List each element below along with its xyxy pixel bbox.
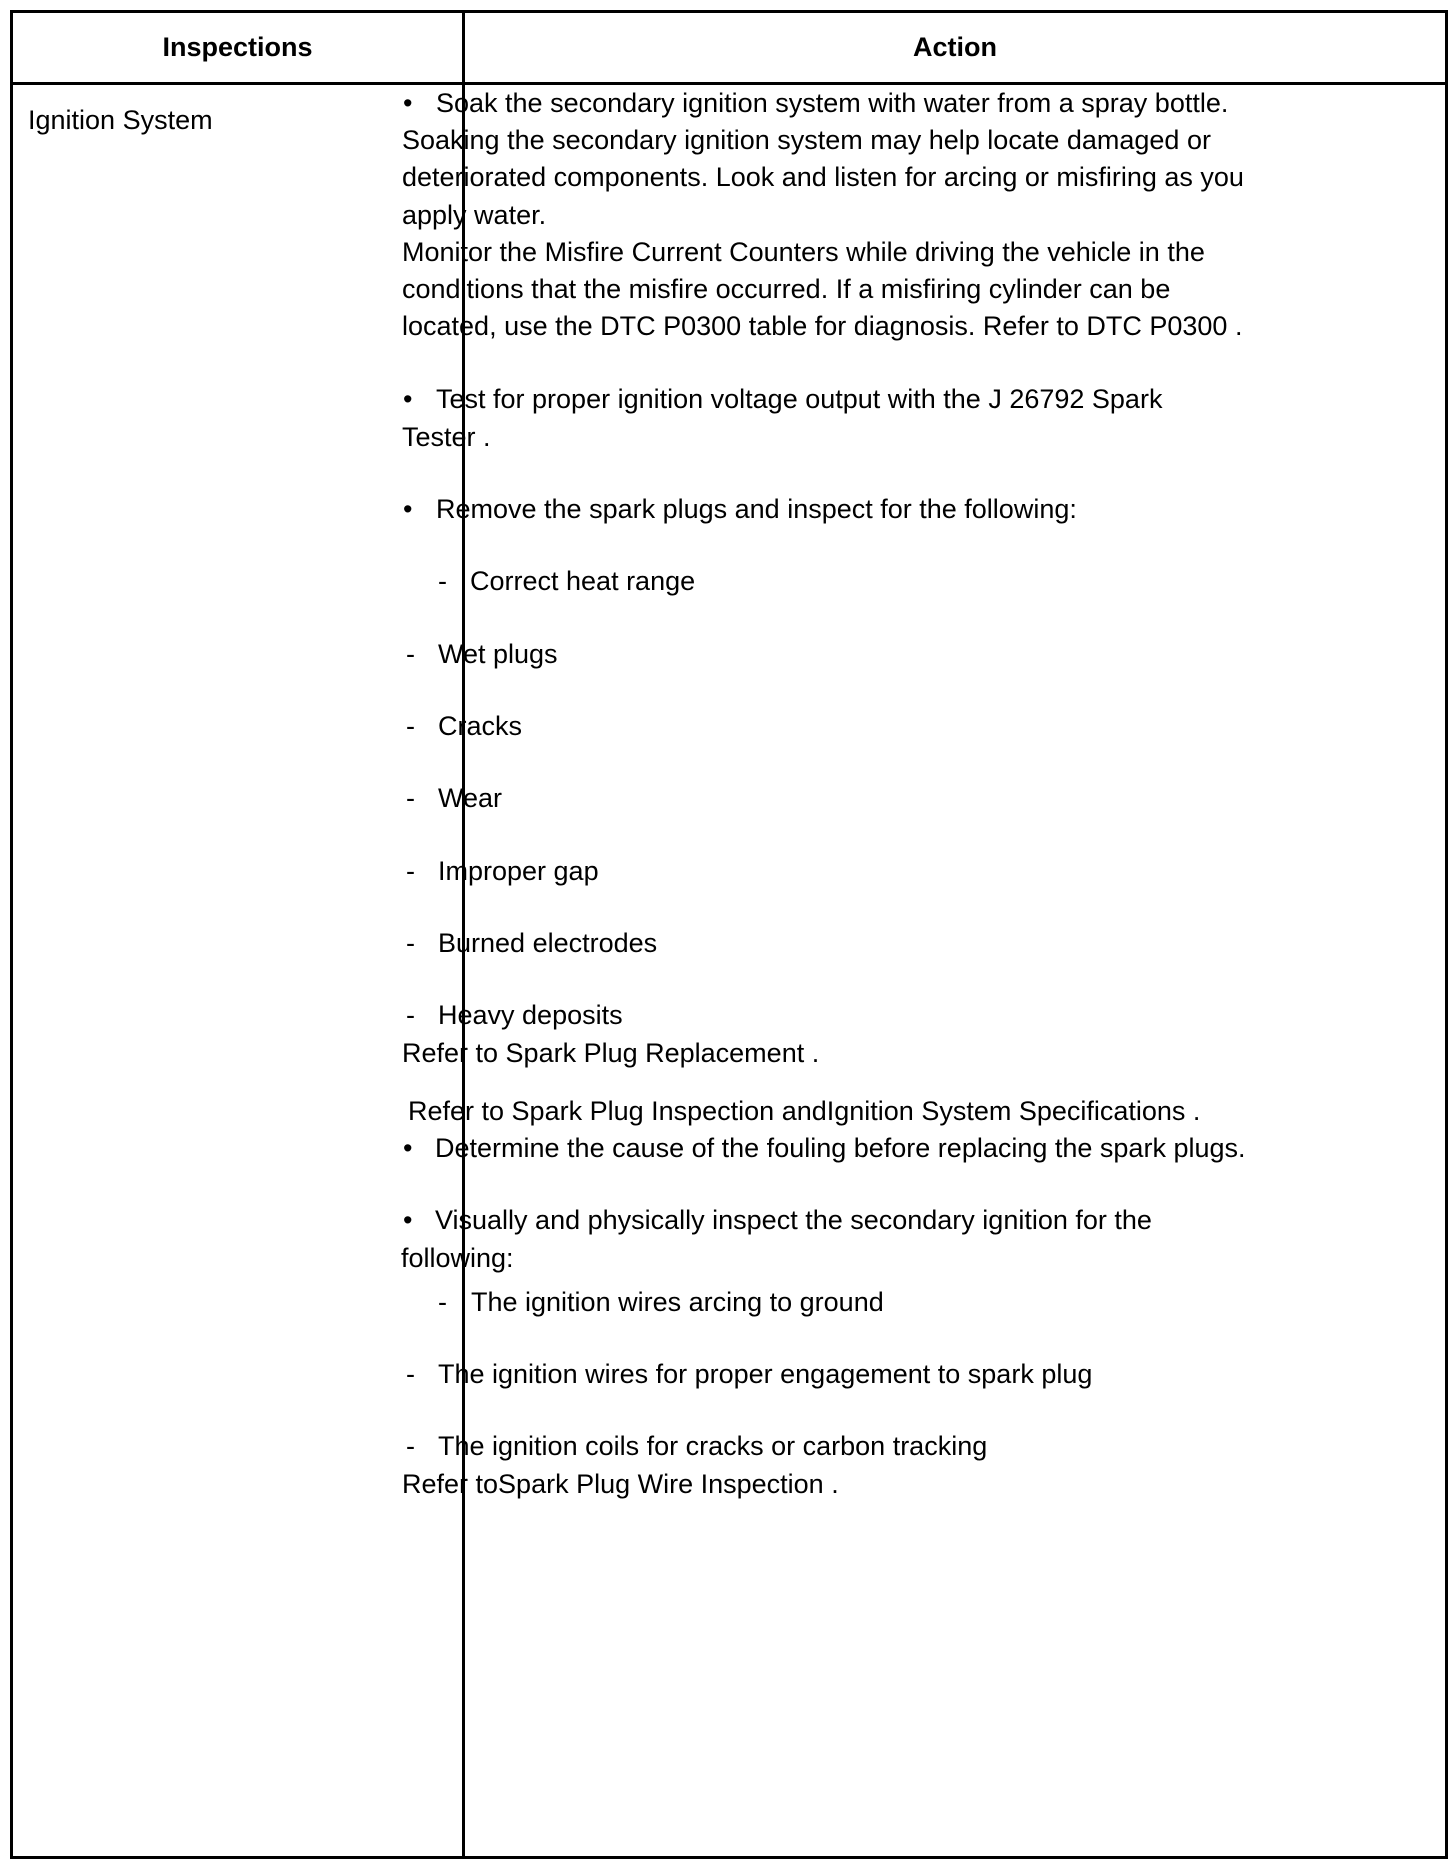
action-line: located, use the DTC P0300 table for diagnosis. Refer to DTC P0300 . xyxy=(402,311,1243,341)
action-line: Correct heat range xyxy=(470,566,696,596)
action-line: Monitor the Misfire Current Counters while driving the vehicle in the xyxy=(402,237,1205,267)
dash-marker: - xyxy=(406,1359,415,1389)
dash-marker: - xyxy=(406,711,415,741)
action-line: Test for proper ignition voltage output with the J 26792 Spark xyxy=(436,384,1163,414)
action-line: Refer to Spark Plug Replacement . xyxy=(402,1038,820,1068)
bullet-marker: • xyxy=(403,88,413,118)
inspection-table xyxy=(10,10,1448,1859)
action-line: Heavy deposits xyxy=(438,1000,623,1030)
dash-marker: - xyxy=(438,566,447,596)
action-line: Soaking the secondary ignition system may help locate damaged or xyxy=(402,125,1211,155)
dash-marker: - xyxy=(438,1287,447,1317)
action-line: Determine the cause of the fouling before replacing the spark plugs. xyxy=(435,1133,1246,1163)
action-line: Soak the secondary ignition system with water from a spray bottle. xyxy=(436,88,1229,118)
action-line: Wet plugs xyxy=(438,639,558,669)
action-line: The ignition wires for proper engagement to spark plug xyxy=(438,1359,1093,1389)
action-line: conditions that the misfire occurred. If a misfiring cylinder can be xyxy=(402,274,1171,304)
bullet-marker: • xyxy=(403,1133,413,1163)
action-line: Tester . xyxy=(402,422,491,452)
dash-marker: - xyxy=(406,783,415,813)
action-line: The ignition coils for cracks or carbon tracking xyxy=(438,1431,988,1461)
action-line: Wear xyxy=(438,783,503,813)
bullet-marker: • xyxy=(403,1205,413,1235)
dash-marker: - xyxy=(406,1431,415,1461)
header-action: Action xyxy=(913,32,997,62)
dash-marker: - xyxy=(406,856,415,886)
action-line: deteriorated components. Look and listen for arcing or misfiring as you xyxy=(402,162,1244,192)
bullet-marker: • xyxy=(403,384,413,414)
action-line: Cracks xyxy=(438,711,523,741)
action-line: Refer to Spark Plug Inspection andIgnition System Specifications . xyxy=(408,1096,1201,1126)
action-line: apply water. xyxy=(402,200,547,230)
action-line: Burned electrodes xyxy=(438,928,658,958)
inspection-ignition-system: Ignition System xyxy=(28,105,213,135)
action-line: Visually and physically inspect the secondary ignition for the xyxy=(435,1205,1152,1235)
action-line: The ignition wires arcing to ground xyxy=(471,1287,884,1317)
header-inspections: Inspections xyxy=(162,32,313,62)
dash-marker: - xyxy=(406,1000,415,1030)
action-line: Refer toSpark Plug Wire Inspection . xyxy=(402,1469,839,1499)
action-line: Improper gap xyxy=(438,856,599,886)
dash-marker: - xyxy=(406,639,415,669)
action-line: Remove the spark plugs and inspect for the following: xyxy=(436,494,1077,524)
bullet-marker: • xyxy=(403,494,413,524)
header-divider xyxy=(13,82,1445,85)
dash-marker: - xyxy=(406,928,415,958)
action-line: following: xyxy=(401,1243,514,1273)
